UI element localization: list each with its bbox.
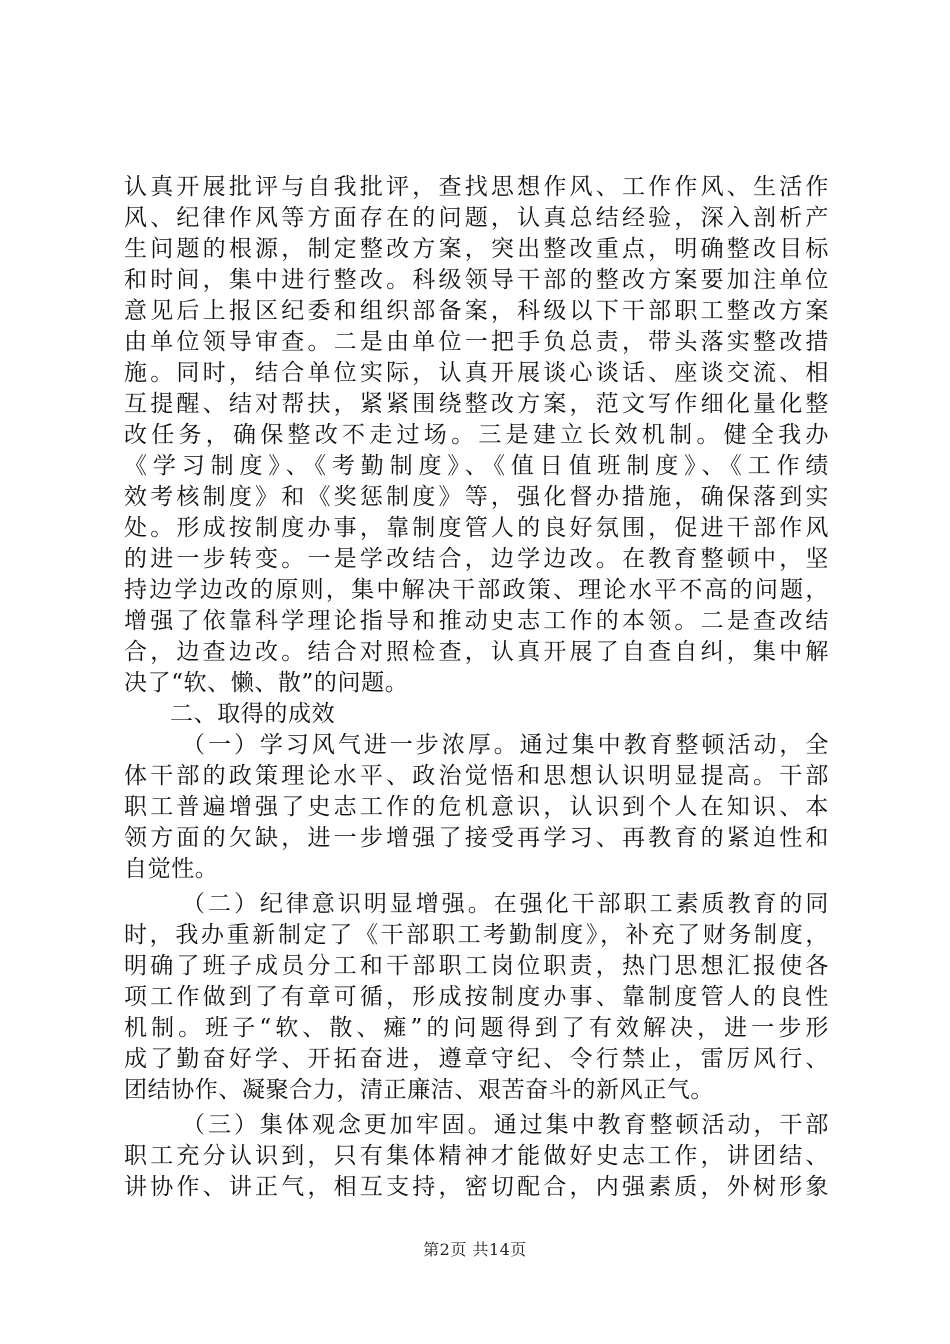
paragraph-line: 领方面的欠缺，进一步增强了接受再学习、再教育的紧迫性和 — [124, 825, 829, 851]
paragraph-line: 体干部的政策理论水平、政治觉悟和思想认识明显提高。干部 — [124, 763, 829, 789]
paragraph-line: 职工普遍增强了史志工作的危机意识，认识到个人在知识、本 — [124, 794, 829, 820]
text-line: 认真开展批评与自我批评，查找思想作风、工作作风、生活作 — [124, 174, 829, 200]
paragraph-line: （二）纪律意识明显增强。在强化干部职工素质教育的同 — [182, 891, 829, 917]
paragraph-line: 团结协作、凝聚合力，清正廉洁、艰苦奋斗的新风正气。 — [124, 1077, 714, 1103]
body-text — [124, 172, 829, 1203]
text-line: 生问题的根源，制定整改方案，突出整改重点，明确整改目标 — [124, 236, 829, 262]
text-line: 持边学边改的原则，集中解决干部政策、理论水平不高的问题， — [124, 577, 829, 603]
text-line: 决了“软、懒、散”的问题。 — [124, 670, 409, 696]
text-line: 效考核制度》和《奖惩制度》等，强化督办措施，确保落到实 — [124, 484, 829, 510]
paragraph-line: 自觉性。 — [124, 856, 219, 882]
text-line: 施。同时，结合单位实际，认真开展谈心谈话、座谈交流、相 — [124, 360, 829, 386]
text-line: 和时间，集中进行整改。科级领导干部的整改方案要加注单位 — [124, 267, 829, 293]
text-line: 的进一步转变。一是学改结合，边学边改。在教育整顿中，坚 — [124, 546, 829, 572]
paragraph-line: （一）学习风气进一步浓厚。通过集中教育整顿活动，全 — [182, 732, 829, 758]
paragraph-line: 时，我办重新制定了《干部职工考勤制度》，补充了财务制度， — [124, 922, 829, 948]
paragraph-line: 成了勤奋好学、开拓奋进，遵章守纪、令行禁止，雷厉风行、 — [124, 1046, 829, 1072]
paragraph-line: 明确了班子成员分工和干部职工岗位职责，热门思想汇报使各 — [124, 953, 829, 979]
text-line: 改任务，确保整改不走过场。三是建立长效机制。健全我办 — [124, 422, 829, 448]
text-line: 《学习制度》、《考勤制度》、《值日值班制度》、《工作绩 — [124, 453, 829, 479]
text-line: 处。形成按制度办事，靠制度管人的良好氛围，促进干部作风 — [124, 515, 829, 541]
paragraph-line: 职工充分认识到，只有集体精神才能做好史志工作，讲团结、 — [124, 1143, 829, 1169]
paragraph-line: 项工作做到了有章可循，形成按制度办事、靠制度管人的良性 — [124, 984, 829, 1010]
text-line: 意见后上报区纪委和组织部备案，科级以下干部职工整改方案 — [124, 298, 829, 324]
text-line: 由单位领导审查。二是由单位一把手负总责，带头落实整改措 — [124, 329, 829, 355]
section-heading: 二、取得的成效 — [170, 701, 336, 727]
paragraph-line: 讲协作、讲正气，相互支持，密切配合，内强素质，外树形象 — [124, 1174, 829, 1200]
text-line: 增强了依靠科学理论指导和推动史志工作的本领。二是查改结 — [124, 608, 829, 634]
text-line: 风、纪律作风等方面存在的问题，认真总结经验，深入剖析产 — [124, 205, 829, 231]
paragraph-line: 机制。班子“软、散、瘫”的问题得到了有效解决，进一步形 — [124, 1015, 829, 1041]
text-line: 互提醒、结对帮扶，紧紧围绕整改方案，范文写作细化量化整 — [124, 391, 829, 417]
paragraph-line: （三）集体观念更加牢固。通过集中教育整顿活动，干部 — [182, 1112, 829, 1138]
text-line: 合，边查边改。结合对照检查，认真开展了自查自纠，集中解 — [124, 639, 829, 665]
page-footer: 第2页 共14页 — [423, 1240, 527, 1259]
